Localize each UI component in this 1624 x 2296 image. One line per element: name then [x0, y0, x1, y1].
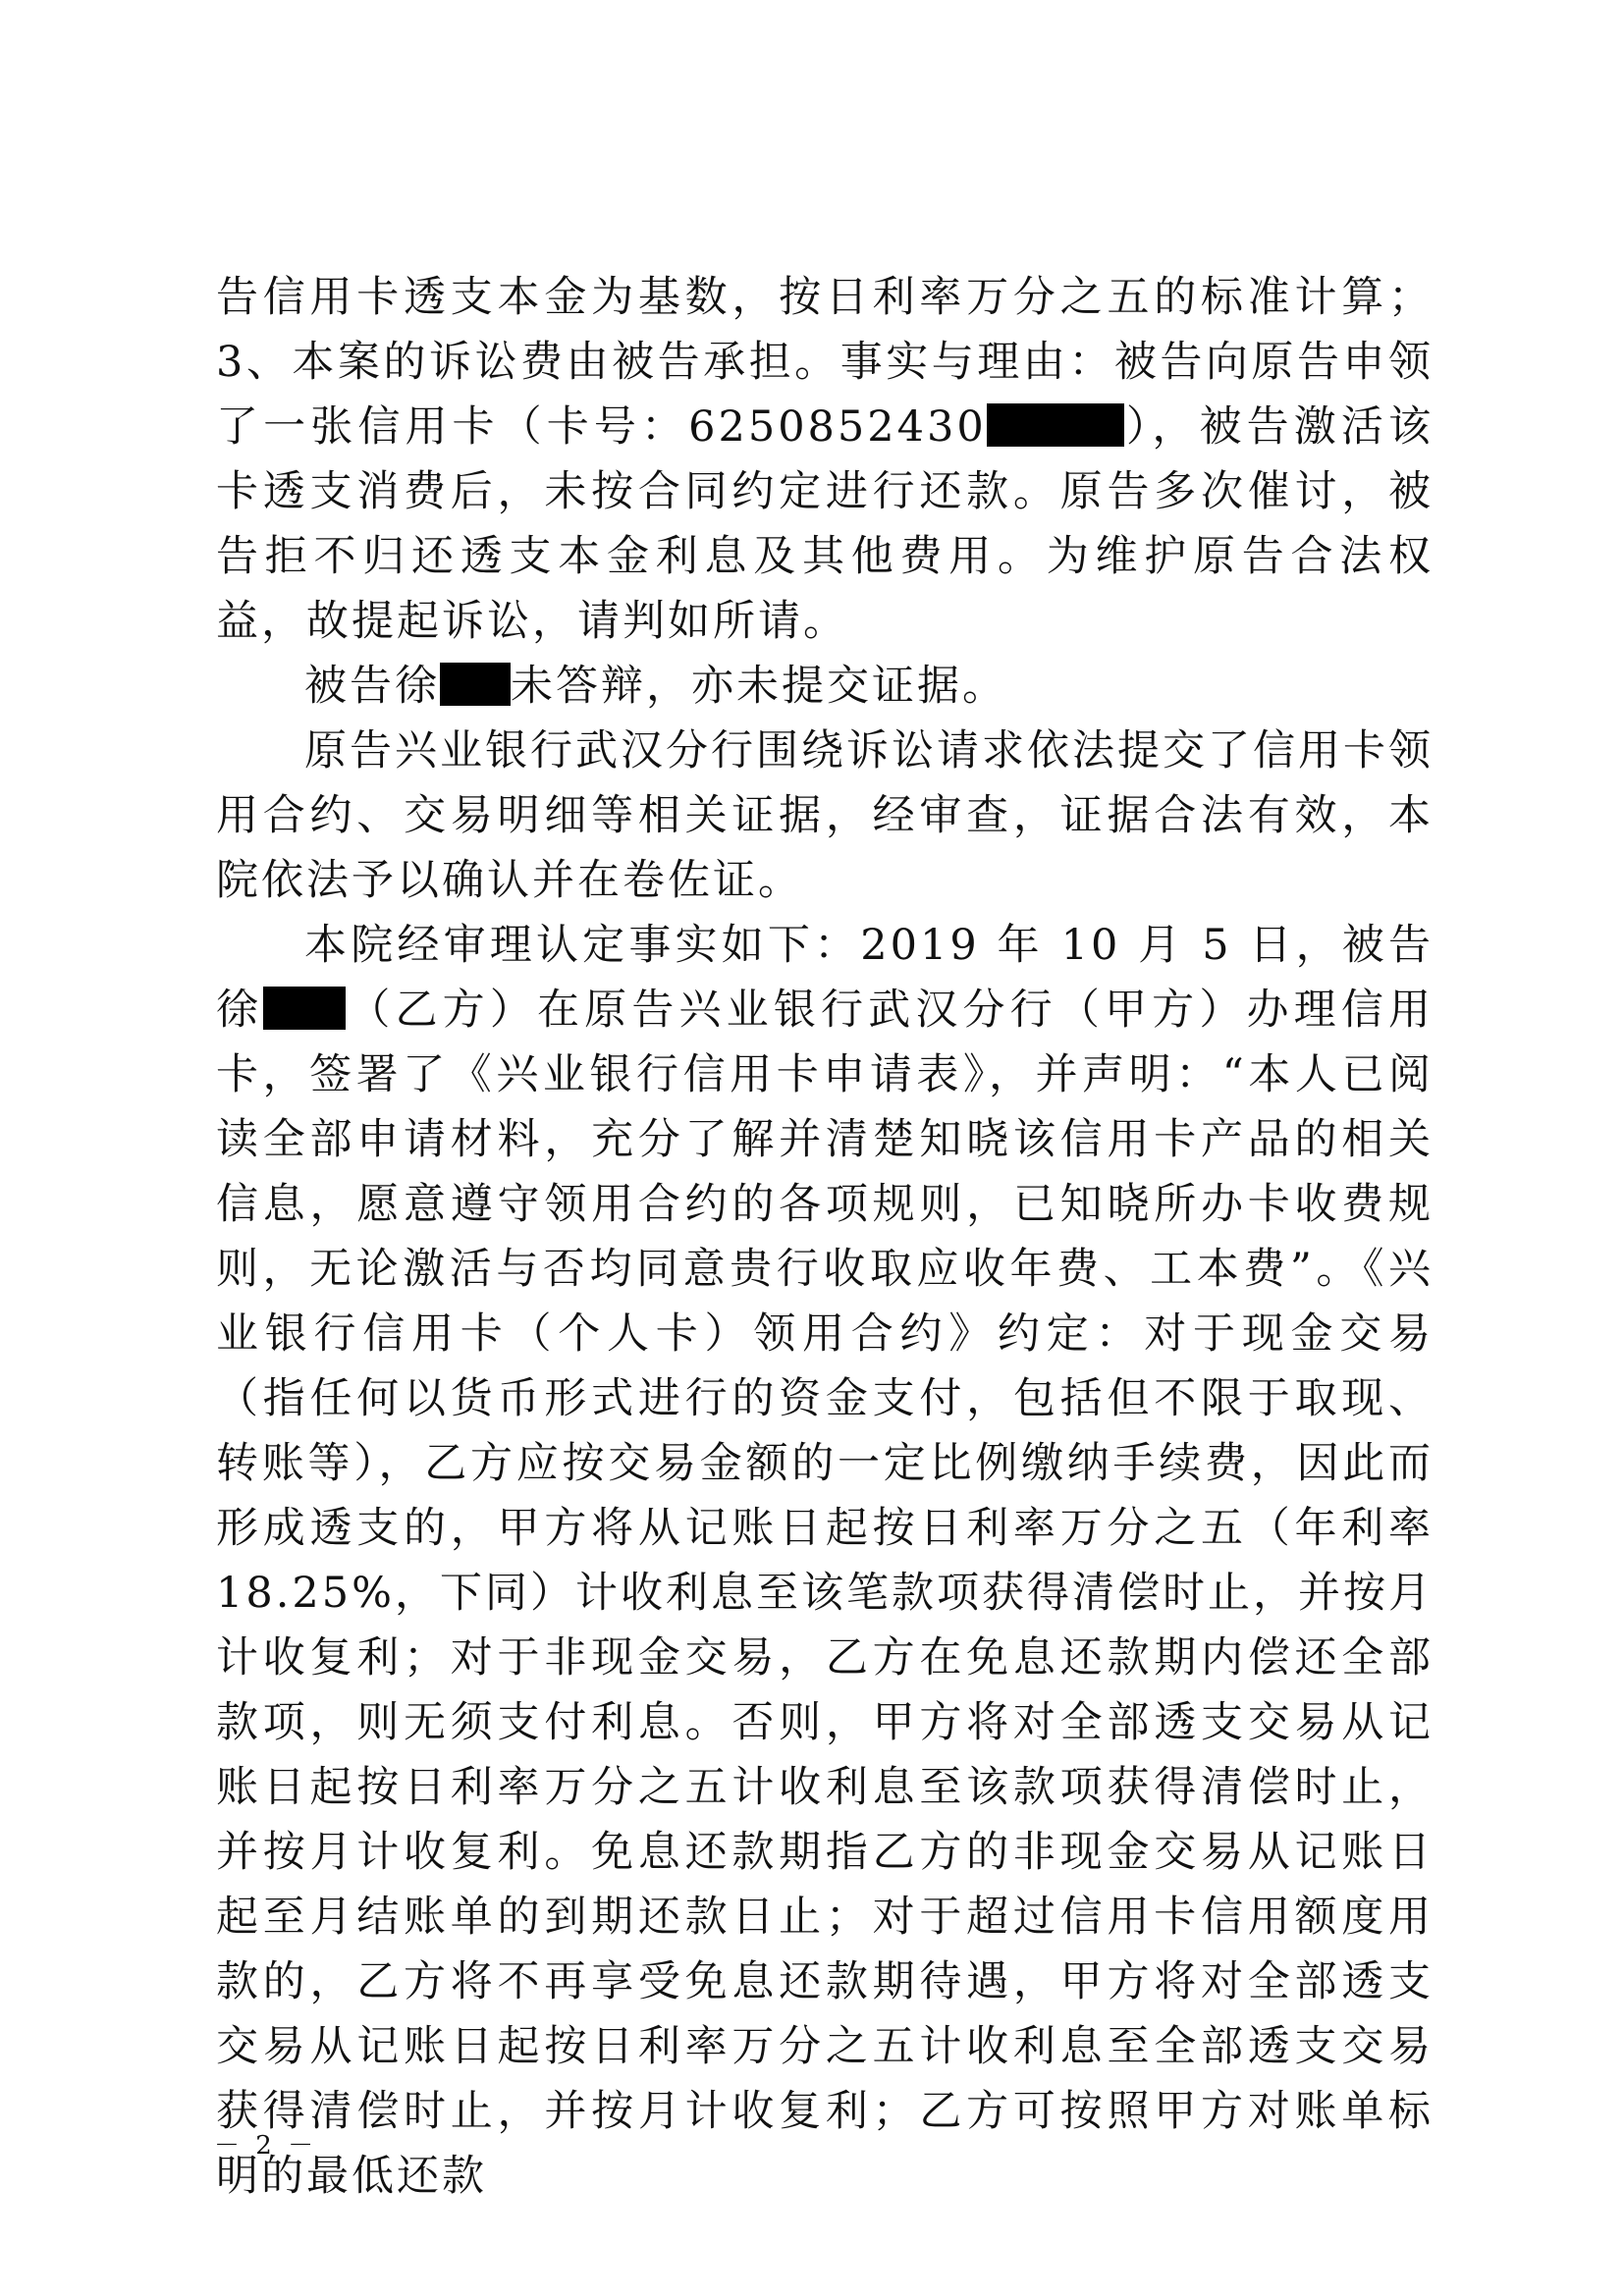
paragraph-text: ），被告激活该卡透支消费后，未按合同约定进行还款。原告多次催讨，被告拒不归还透支本金利息及其他费用。为维护原告合法权益，故提起诉讼，请判如所请。	[216, 402, 1434, 646]
paragraph-claims-continued	[216, 265, 1434, 654]
paragraph-text: 被告徐	[304, 662, 440, 711]
paragraph-text: （乙方）在原告兴业银行武汉分行（甲方）办理信用卡，签署了《兴业银行信用卡申请表》，并声明：“本人已阅读全部申请材料，充分了解并清楚知晓该信用卡产品的相关信息，愿意遵守领用合约的各项规则，已知晓所办卡收费规则，无论激活与否均同意贵行收取应收年费、工本费”。《兴业银行信用卡（个人卡）领用合约》约定：对于现金交易（指任何以货币形式进行的资金支付，包括但不限于取现、转账等），乙方应按交易金额的一定比例缴纳手续费，因此而形成透支的，甲方将从记账日起按日利率万分之五（年利率 18.25%，下同）计收利息至该笔款项获得清偿时止，并按月计收复利；对于非现金交易，乙方在免息还款期内偿还全部款项，则无须支付利息。否则，甲方将对全部透支交易从记账日起按日利率万分之五计收利息至该款项获得清偿时止，并按月计收复利。免息还款期指乙方的非现金交易从记账日起至月结账单的到期还款日止；对于超过信用卡信用额度用款的，乙方将不再享受免息还款期待遇，甲方将对全部透支交易从记账日起按日利率万分之五计收利息至全部透支交易获得清偿时止，并按月计收复利；乙方可按照甲方对账单标明的最低还款	[216, 986, 1435, 2201]
paragraph-facts-found	[216, 913, 1434, 2209]
redaction-card-number	[987, 403, 1124, 447]
paragraph-text: 本院经审理认定事实如下：2019 年 10 月 5 日，被告徐	[216, 921, 1434, 1035]
paragraph-text: 告信用卡透支本金为基数，按日利率万分之五的标准计算；3、本案的诉讼费由被告承担。事实与理由：被告向原告申领了一张信用卡（卡号：6250852430	[216, 273, 1434, 452]
redaction-defendant-name	[263, 987, 346, 1030]
paragraph-plaintiff-evidence: 原告兴业银行武汉分行围绕诉讼请求依法提交了信用卡领用合约、交易明细等相关证据，经审查，证据合法有效，本院依法予以确认并在卷佐证。	[216, 726, 1434, 905]
paragraph-defendant-no-reply	[216, 654, 1434, 719]
page-number: － 2 －	[214, 2131, 318, 2161]
paragraph-text: 未答辩，亦未提交证据。	[511, 662, 1007, 711]
body-text	[216, 265, 1434, 2209]
redaction-defendant-name	[440, 663, 511, 706]
